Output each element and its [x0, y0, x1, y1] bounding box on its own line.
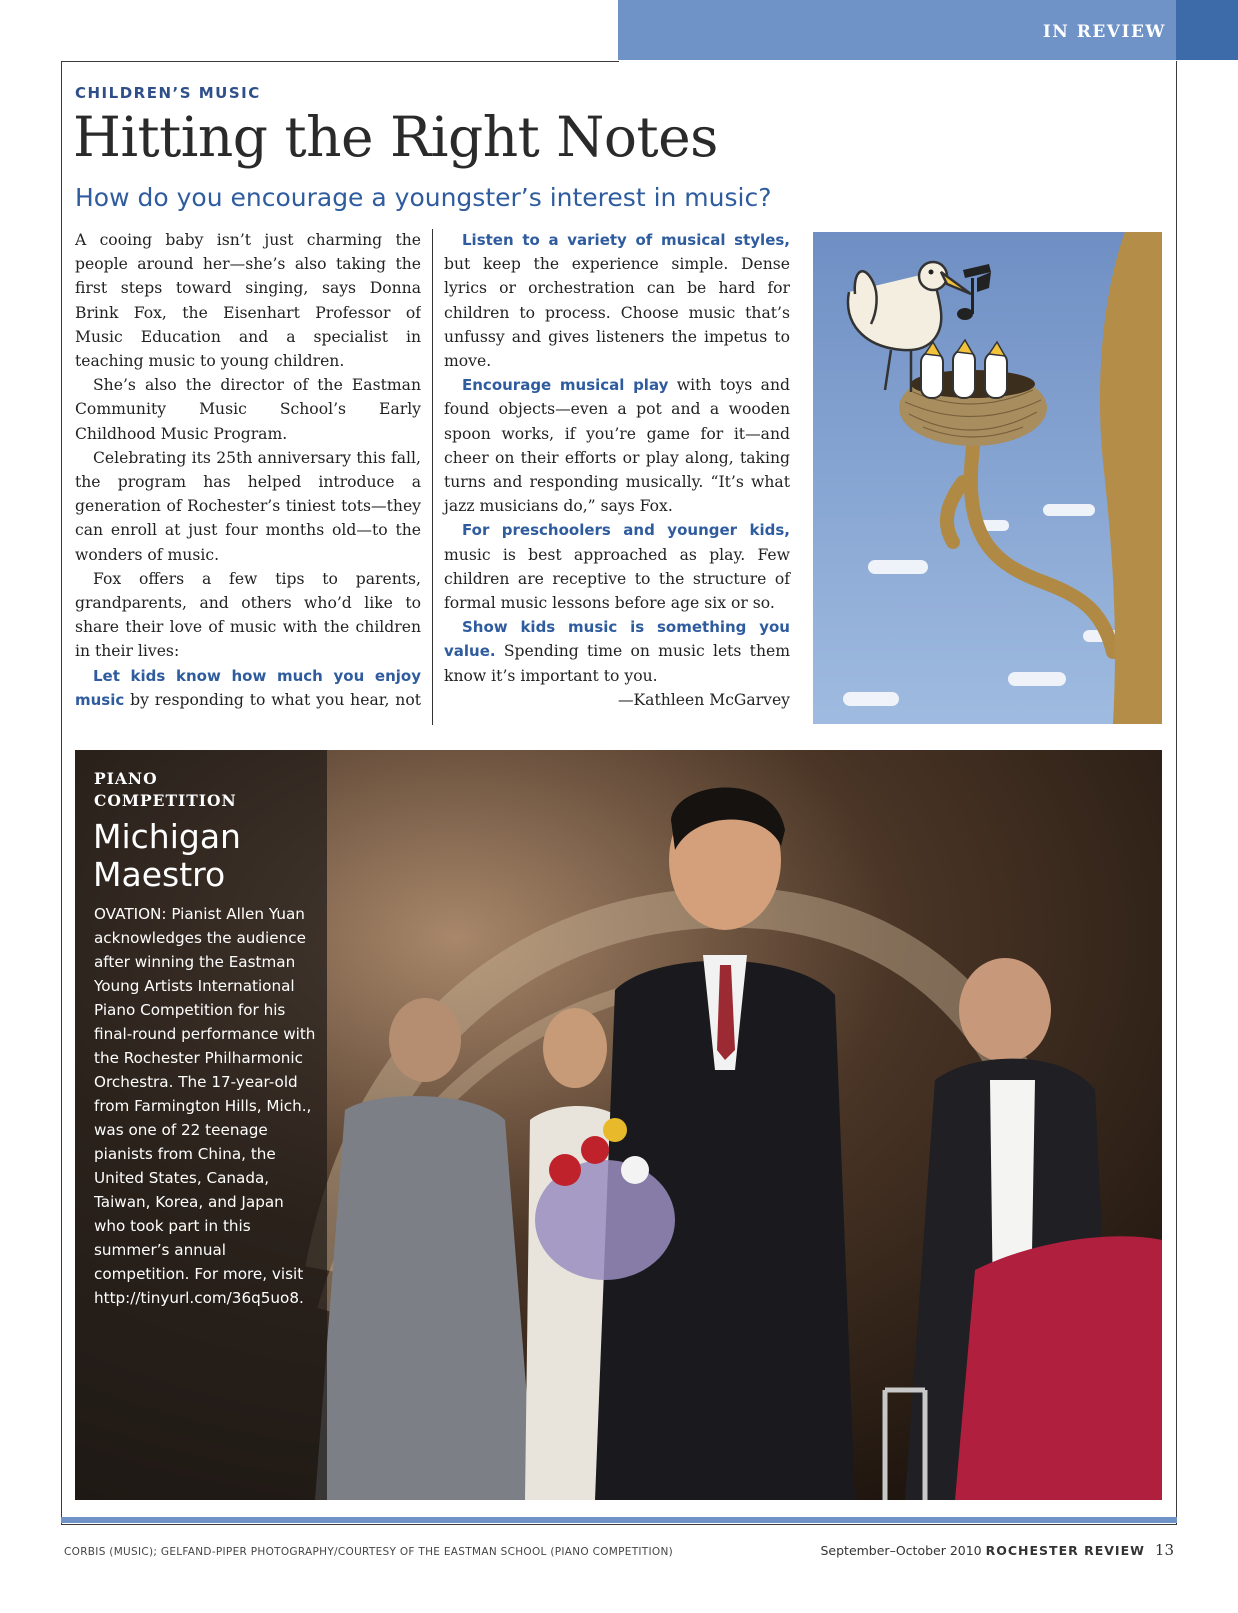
page-folio	[820, 1541, 1174, 1559]
tip-text: music is best approached as play. Few children are receptive to the structure of formal music lessons before age six or so.	[444, 545, 790, 613]
column-divider	[432, 229, 433, 725]
tip-lead: Encourage musical play	[462, 376, 669, 395]
tip-text: but keep the experience simple. Dense lyrics or orchestration can be hard for children to process. Choose music that’s unfussy and gives listeners the impetus to move.	[444, 255, 790, 371]
paragraph: She’s also the director of the Eastman Community Music School’s Early Childhood Music Program.	[75, 376, 421, 443]
section-tab-label: IN REVIEW	[1042, 22, 1166, 42]
tip-paragraph	[444, 373, 790, 518]
article-frame-top	[61, 61, 619, 62]
tip-text: with toys and found objects—even a pot and a wooden spoon works, if you’re game for it—and cheer on their efforts or play along, taking turns and responding musically. “It’s what jazz musicians do,” says Fox.	[444, 376, 790, 516]
article-kicker: CHILDREN’S MUSIC	[75, 84, 261, 102]
photo-credit: CORBIS (MUSIC); GELFAND-PIPER PHOTOGRAPHY/COURTESY OF THE EASTMAN SCHOOL (PIANO COMPETITION)	[64, 1546, 674, 1558]
tip-lead: Listen to a variety of musical styles,	[462, 231, 790, 249]
page-number: 13	[1154, 1541, 1174, 1559]
article-column-2	[444, 228, 790, 712]
tip-paragraph	[75, 664, 421, 712]
tip-paragraph	[444, 228, 790, 373]
tip-lead: Show kids music is something you value.	[444, 618, 790, 661]
issue-date: September–October 2010	[820, 1543, 982, 1558]
tip-text: by responding to what you hear, not	[130, 690, 421, 709]
article-headline: Hitting the Right Notes	[73, 105, 718, 169]
article-dek: How do you encourage a youngster’s interest in music?	[75, 183, 772, 212]
sidebar-body: OVATION: Pianist Allen Yuan acknowledges the audience after winning the Eastman Young Artists International Piano Competition for his final-round performance with the Rochester Philharmonic Orchestra. The 17-year-old from Farmington Hills, Mich., was one of 22 teenage pianists from China, the United States, Canada, Taiwan, Korea, and Japan who took part in this summer’s annual competition. For more, visit http://tinyurl.com/36q5uo8.	[94, 905, 316, 1307]
byline: —Kathleen McGarvey	[617, 690, 790, 709]
publication-name: ROCHESTER REVIEW	[985, 1543, 1145, 1558]
sidebar-kicker: PIANO COMPETITION	[94, 769, 237, 810]
bottom-rule	[61, 1517, 1177, 1523]
tip-lead: Let kids know how much you enjoy music	[75, 666, 421, 709]
article-column-1	[75, 228, 421, 712]
tip-text: Spending time on music lets them know it’s important to you.	[444, 642, 790, 685]
paragraph: Celebrating its 25th anniversary this fall, the program has helped introduce a generation of Rochester’s tiniest tots—they can enroll at just four months old—to the wonders of music.	[75, 448, 421, 564]
tip-lead: For preschoolers and younger kids,	[462, 521, 790, 540]
tip-paragraph	[444, 615, 790, 688]
section-tab-corner	[1176, 0, 1238, 60]
paragraph: A cooing baby isn’t just charming the people around her—she’s also taking the first steps toward singing, says Donna Brink Fox, the Eisenhart Professor of Music Education and a specialist in teaching music to young children.	[75, 231, 421, 371]
tip-paragraph	[444, 518, 790, 615]
bird-nest-illustration	[813, 232, 1162, 724]
sidebar-title: Michigan Maestro	[93, 817, 241, 894]
paragraph: Fox offers a few tips to parents, grandparents, and others who’d like to share their love of music with the children in their lives:	[75, 569, 421, 661]
